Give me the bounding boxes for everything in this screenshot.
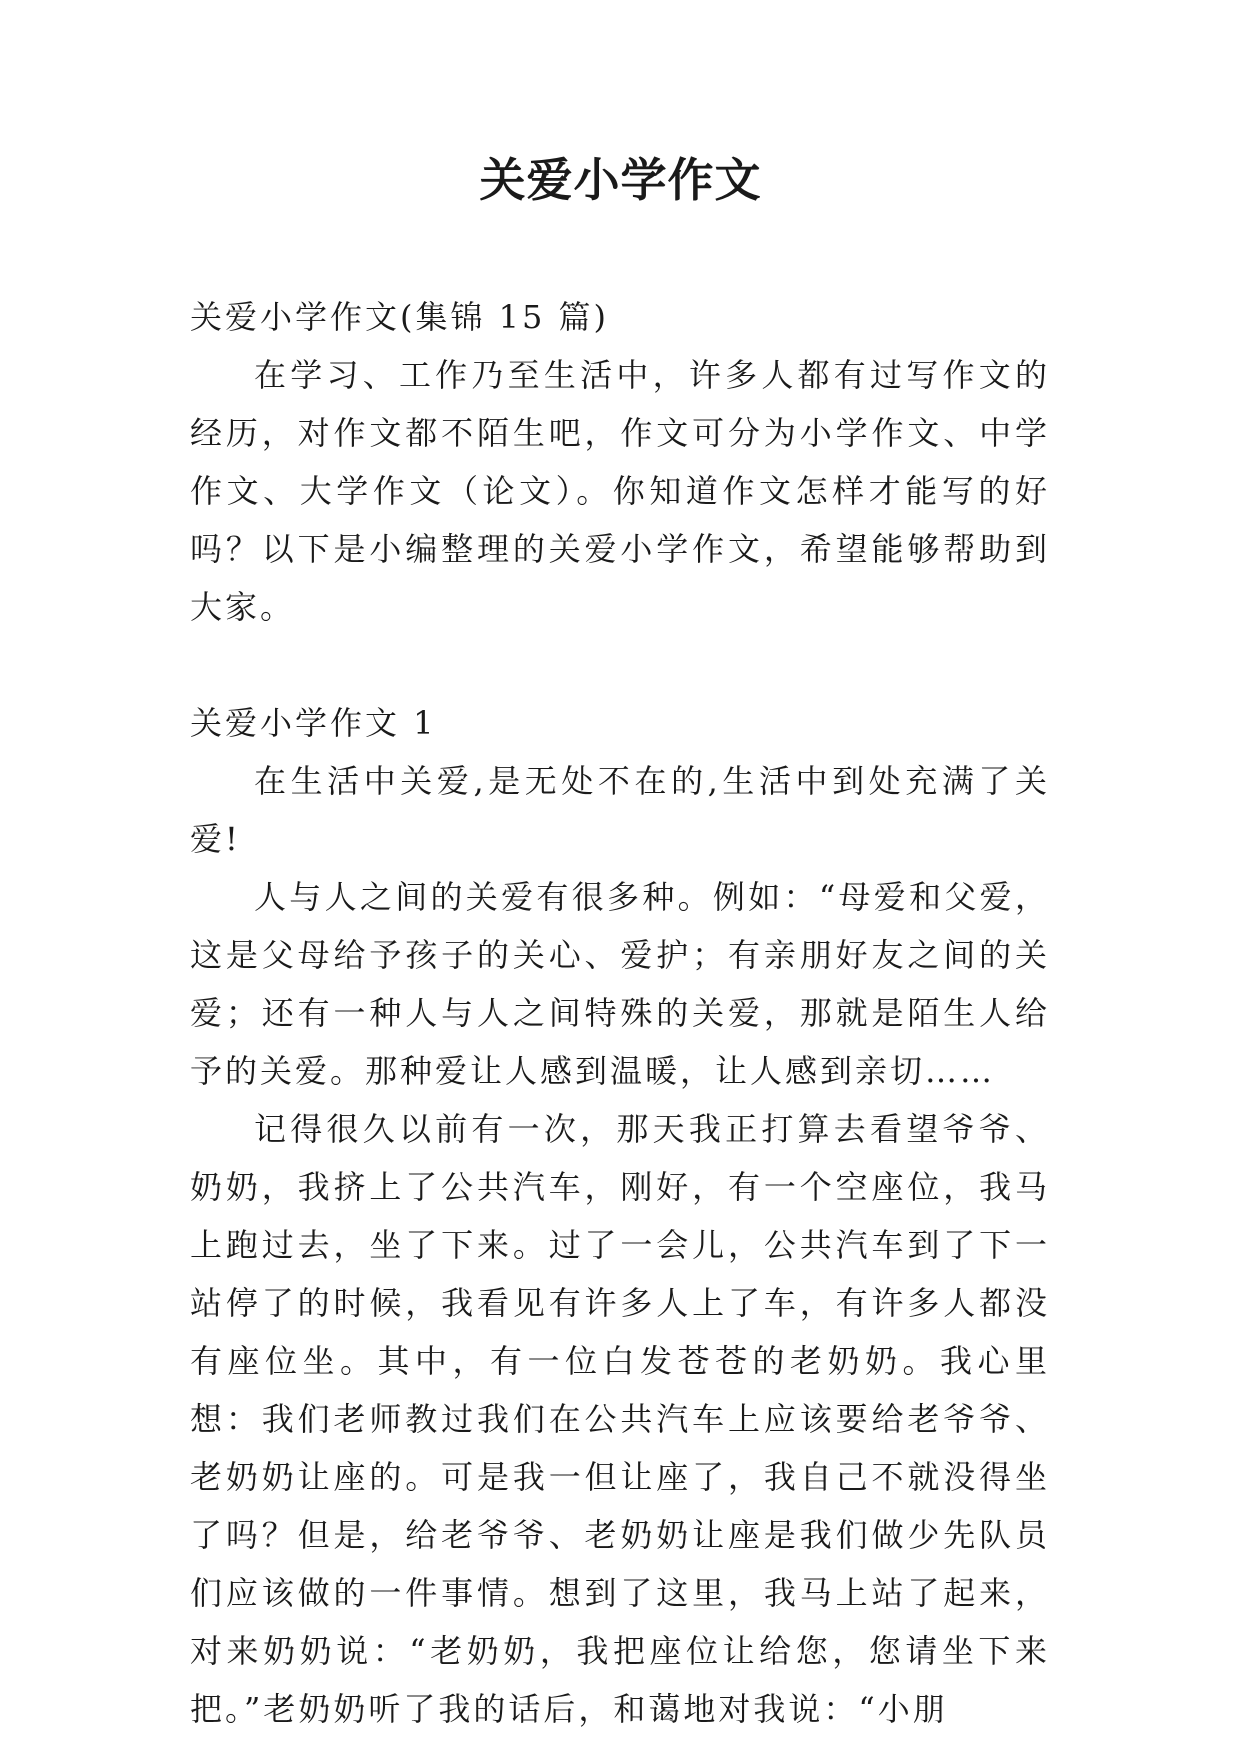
document-body [190,288,1050,1738]
body-paragraph: 记得很久以前有一次，那天我正打算去看望爷爷、奶奶，我挤上了公共汽车，刚好，有一个空座位，我马上跑过去，坐了下来。过了一会儿，公共汽车到了下一站停了的时候，我看见有许多人上了车，有许多人都没有座位坐。其中，有一位白发苍苍的老奶奶。我心里想：我们老师教过我们在公共汽车上应该要给老爷爷、老奶奶让座的。可是我一但让座了，我自己不就没得坐了吗？但是，给老爷爷、老奶奶让座是我们做少先队员们应该做的一件事情。想到了这里，我马上站了起来，对来奶奶说：“老奶奶，我把座位让给您，您请坐下来把。”老奶奶听了我的话后，和蔼地对我说：“小朋 [190,1110,1050,1728]
document-title: 关爱小学作文 [479,153,762,207]
section-gap [190,636,1050,694]
section-heading: 关爱小学作文 1 [190,704,437,742]
intro-paragraph: 在学习、工作乃至生活中，许多人都有过写作文的经历，对作文都不陌生吧，作文可分为小学作文、中学作文、大学作文（论文）。你知道作文怎样才能写的好吗？以下是小编整理的关爱小学作文，希望能够帮助到大家。 [190,356,1050,626]
body-paragraph: 人与人之间的关爱有很多种。例如：“母爱和父爱，这是父母给予孩子的关心、爱护；有亲朋好友之间的关爱；还有一种人与人之间特殊的关爱，那就是陌生人给予的关爱。那种爱让人感到温暖，让人感到亲切…… [190,878,1050,1090]
document-subtitle: 关爱小学作文(集锦 15 篇) [190,298,610,336]
body-paragraph: 在生活中关爱,是无处不在的,生活中到处充满了关爱! [190,762,1050,858]
